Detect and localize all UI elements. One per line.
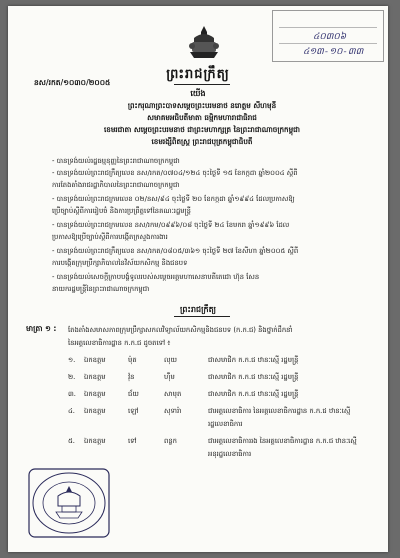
- member-role: ជាអគ្គលេខាធិការរង នៃអគ្គលេខាធិការដ្ឋាន ក.ក.ជ ឋានៈស្មើ: [208, 437, 357, 445]
- stamp-date: ៤១៣-១០-៣៣: [303, 47, 364, 57]
- basis-line: ប្រកាសឱ្យប្រើច្បាប់ស្តីពីការបង្កើតក្រសួងការងារ: [52, 233, 168, 241]
- preamble-line: ខេមរង្សីពិតស្ត្រ ព្រះរាជបុត្រកម្ពុជាធិបតី: [151, 137, 253, 146]
- member-given-name: ហ៊ឹម: [164, 373, 175, 381]
- decree-heading: ព្រះរាជក្រឹត្យ: [179, 305, 217, 314]
- member-surname: ជ័យ: [128, 390, 139, 398]
- article-text: តែងតាំងសមាសភាពក្រុមប្រឹក្សាសកលវិទ្យាល័យកសិកម្មនិងជនបទ (ក.ក.ជ) និងថ្នាក់ដឹកនាំ: [68, 326, 293, 334]
- member-title: ឯកឧត្តម: [84, 373, 106, 381]
- member-title: ឯកឧត្តម: [84, 356, 106, 364]
- basis-line: ការតែងតាំងរាជរដ្ឋាភិបាលនៃព្រះរាជាណាចក្រកម្ពុជា: [52, 181, 180, 189]
- member-given-name: សុទារ៉ា: [164, 407, 182, 415]
- member-number: ១.: [68, 356, 76, 364]
- article-label: មាត្រា ១ :: [26, 324, 57, 333]
- member-surname: ឡៅ: [128, 407, 139, 415]
- article-text: នៃអគ្គលេខាធិការដ្ឋាន ក.ក.ជ ដូចតទៅ ៖: [68, 339, 171, 347]
- member-number: ៤.: [68, 407, 75, 415]
- basis-line: - បានទ្រង់យល់ព្រះរាជក្រមលេខ ០២/នស/៩៤ ចុះថ្ងៃទី ២០ ខែកក្កដា ឆ្នាំ១៩៩៤ ដែលប្រកាសឱ្យ: [52, 195, 295, 203]
- basis-line: - បានទ្រង់យល់រដ្ឋធម្មនុញ្ញនៃព្រះរាជាណាចក្រកម្ពុជា: [52, 157, 180, 165]
- member-role-continued: រដ្ឋលេខាធិការ: [208, 420, 243, 428]
- registration-stamp: [272, 10, 384, 62]
- royal-palace-seal-icon: [26, 466, 112, 540]
- member-row: [68, 373, 368, 385]
- member-role: ជាអគ្គលេខាធិការ នៃអគ្គលេខាធិការដ្ឋាន ក.ក.ជ ឋានៈស្មើ: [208, 407, 351, 415]
- basis-line: នាយករដ្ឋមន្ត្រីនៃព្រះរាជាណាចក្រកម្ពុជា: [52, 285, 150, 293]
- decree-reference: នស/រកត/១០៣០/២០០៥: [34, 78, 111, 87]
- basis-line: - បានទ្រង់យល់ព្រះរាជក្រឹត្យលេខ នស/រកត/០៨០៥/៣៦១ ចុះថ្ងៃទី ២៧ ខែសីហា ឆ្នាំ២០០៥ ស្តីពី: [52, 247, 299, 255]
- member-surname: ទៅ: [128, 437, 137, 445]
- member-row: [68, 390, 368, 402]
- member-given-name: លុយ: [164, 356, 177, 364]
- member-row: [68, 356, 368, 368]
- basis-line: - បានទ្រង់យល់ព្រះរាជក្រមលេខ នស/រកម/០៩៩៦/០៨ ចុះថ្ងៃទី ២៤ ខែមករា ឆ្នាំ១៩៩៦ ដែល: [52, 221, 290, 229]
- stamp-number: ៤០៣០៦: [313, 32, 347, 42]
- preamble-line: ខេមរជាតា សម្តេចព្រះបរមនាថ ជាព្រះមហាក្សត្រ នៃព្រះរាជាណាចក្រកម្ពុជា: [103, 125, 300, 134]
- member-number: ៣.: [68, 390, 76, 398]
- member-number: ៥.: [68, 437, 75, 445]
- member-role-continued: អនុរដ្ឋលេខាធិការ: [208, 450, 252, 458]
- member-surname: វ៉ុន: [128, 373, 135, 381]
- subtitle: យើង: [190, 89, 206, 98]
- member-role: ជាសមាជិក ក.ក.ជ ឋានៈស្មើ រដ្ឋមន្ត្រី: [208, 373, 299, 381]
- basis-line: - បានទ្រង់យល់ព្រះរាជក្រឹត្យលេខ នស/រកត/០៧០៤/១២៤ ចុះថ្ងៃទី ១៥ ខែកក្កដា ឆ្នាំ២០០៤ ស្តីពី: [52, 169, 298, 177]
- member-title: ឯកឧត្តម: [84, 437, 106, 445]
- basis-line: ការបង្កើតក្រុមប្រឹក្សាភិបាលនៃវិស័យកសិកម្ម និងជនបទ: [52, 259, 188, 267]
- member-role: ជាសមាជិក ក.ក.ជ ឋានៈស្មើ រដ្ឋមន្ត្រី: [208, 356, 299, 364]
- member-role: ជាសមាជិក ក.ក.ជ ឋានៈស្មើ រដ្ឋមន្ត្រី: [208, 390, 299, 398]
- basis-line: ប្រើច្បាប់ស្តីពីការរៀបចំ និងការប្រព្រឹត្តទៅនៃគណៈរដ្ឋមន្ត្រី: [52, 207, 191, 215]
- page-title: ព្រះរាជក្រឹត្យ: [166, 67, 230, 82]
- member-given-name: ពន្លក: [164, 437, 177, 445]
- member-title: ឯកឧត្តម: [84, 407, 106, 415]
- member-row: [68, 407, 368, 428]
- royal-emblem-icon: [184, 24, 224, 64]
- member-row: [68, 437, 368, 458]
- preamble-line: ព្រះករុណាព្រះបាទសម្តេចព្រះបរមនាថ នរោត្តម សីហមុនី: [127, 101, 277, 110]
- preamble-line: សមាគមអធិបតីមាតា ធម្មិកមហារាជាធិរាជ: [147, 113, 257, 122]
- member-title: ឯកឧត្តម: [84, 390, 106, 398]
- member-surname: ម៉ុត: [128, 356, 137, 364]
- decree-page: [8, 6, 388, 552]
- basis-line: - បានទ្រង់យល់សេចក្តីក្រាបបង្គំទូលរបស់សម្តេចអគ្គមហាសេនាបតីតេជោ ហ៊ុន សែន: [52, 273, 260, 281]
- member-number: ២.: [68, 373, 76, 381]
- member-given-name: សាមុត: [164, 390, 182, 398]
